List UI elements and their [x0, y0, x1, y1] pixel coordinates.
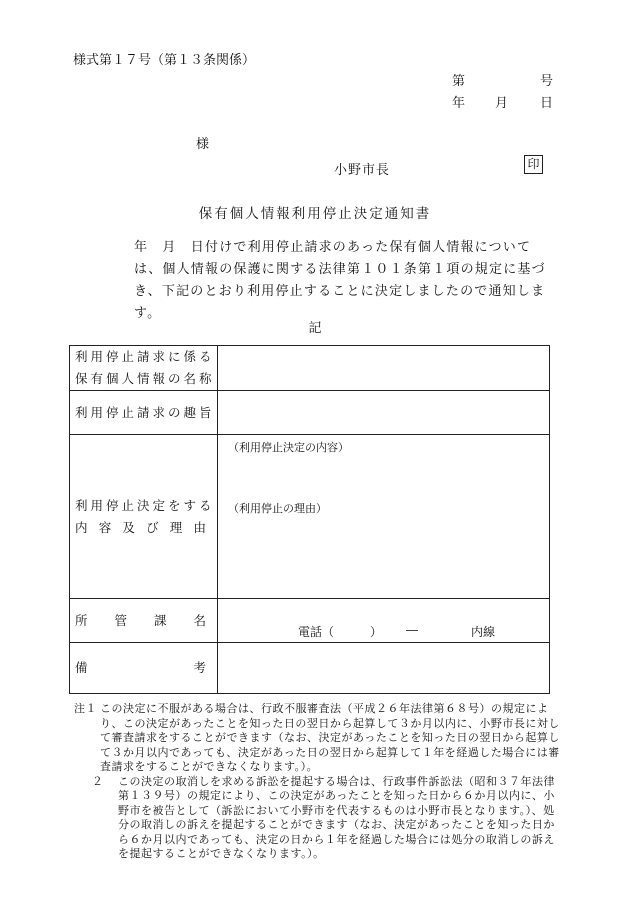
- decision-table: [69, 345, 550, 694]
- footnote-2: [74, 775, 560, 862]
- ki-heading: 記: [308, 321, 322, 336]
- label-line: 利用停止請求に係る: [75, 349, 215, 364]
- footnote-1: [74, 702, 560, 775]
- table-row: [70, 599, 550, 643]
- addressee-suffix: 様: [196, 137, 210, 152]
- sender-name: 小野市長: [334, 163, 391, 178]
- footnote-mark: 注１: [74, 702, 97, 715]
- notice-body: [74, 237, 559, 325]
- label-line: 保有個人情報の名称: [75, 371, 215, 386]
- label-char: び: [146, 519, 162, 535]
- label-char: 所: [75, 612, 91, 628]
- remarks-field[interactable]: [218, 643, 550, 694]
- label-char: 考: [193, 660, 209, 675]
- extension-label: 内線: [471, 625, 496, 639]
- label-char: 及: [122, 519, 138, 535]
- label-char: 名: [193, 612, 209, 628]
- row-label-info-name: [70, 346, 218, 391]
- label-char: 課: [153, 612, 170, 628]
- date-year: 年: [452, 96, 466, 111]
- doc-number-prefix: 第: [452, 74, 466, 89]
- date-day: 日: [540, 96, 554, 111]
- row-label-remarks: [70, 643, 218, 694]
- phone-label: 電話（ ）: [298, 625, 383, 639]
- info-name-field[interactable]: [218, 346, 550, 391]
- footnote-text: この決定に不服がある場合は、行政不服審査法（平成２６年法律第６８号）の規定により、この決定があったことを知った日の翌日から起算して３か月以内に、小野市長に対して審査請求をすることができます（なお、決定があったことを知った日の翌日から起算して３か月以内であっても、決定があった日の翌日から起算して１年を経過した場合には審査請求をすることができなくなります。）。: [100, 702, 560, 773]
- footnote-mark: ２: [92, 774, 104, 788]
- table-row: [70, 346, 550, 391]
- row-label-decision-content: [70, 435, 218, 599]
- row-label-request-purpose: [70, 391, 218, 435]
- label-char: 容: [98, 519, 115, 535]
- date-month: 月: [495, 96, 509, 111]
- phone-dash: ―: [406, 623, 418, 637]
- label-char: 内: [75, 519, 91, 535]
- table-row: [70, 643, 550, 694]
- document-title: 保有個人情報利用停止決定通知書: [198, 206, 432, 222]
- seal-mark: 印: [524, 155, 543, 174]
- label-char: 由: [193, 519, 209, 535]
- row-label-department: [70, 599, 218, 643]
- decision-content-note: （利用停止決定の内容）: [228, 441, 349, 454]
- notice-paragraph: 年 月 日付けで利用停止請求のあった保有個人情報については、個人情報の保護に関する法律第１０１条第１項の規定に基づき、下記のとおり利用停止することに決定しましたので通知します。: [134, 240, 546, 321]
- table-row: [70, 391, 550, 435]
- label-line-justified: [75, 517, 217, 539]
- request-purpose-field[interactable]: [218, 391, 550, 435]
- label-char: 備: [75, 660, 91, 675]
- label-line-justified: [75, 657, 217, 679]
- doc-number-suffix: 号: [540, 74, 554, 89]
- label-line: 利用停止決定をする: [75, 497, 215, 513]
- label-line-justified: [75, 610, 217, 632]
- decision-content-field[interactable]: [218, 435, 550, 599]
- department-field[interactable]: [218, 599, 550, 643]
- footnotes: [74, 702, 560, 862]
- footnote-text: この決定の取消しを求める訴訟を提起する場合は、行政事件訴訟法（昭和３７年法律第１３９号）の規定により、この決定があったことを知った日から６か月以内に、小野市を被告として（訴訟において小野市を代表するものは小野市長となります。）、処分の取消しの訴えを提起することができます（なお、決定があったことを知った日から６か月以内であっても、決定の日から１年を経過した場合には処分の取消しの訴えを提起することができなくなります。）。: [118, 774, 555, 860]
- label-char: 管: [114, 612, 130, 628]
- table-row: [70, 435, 550, 599]
- form-number: 様式第１７号（第１３条関係）: [73, 53, 256, 68]
- label-line: 利用停止請求の趣旨: [75, 404, 215, 420]
- label-char: 理: [169, 519, 186, 535]
- decision-reason-note: （利用停止の理由）: [228, 502, 327, 515]
